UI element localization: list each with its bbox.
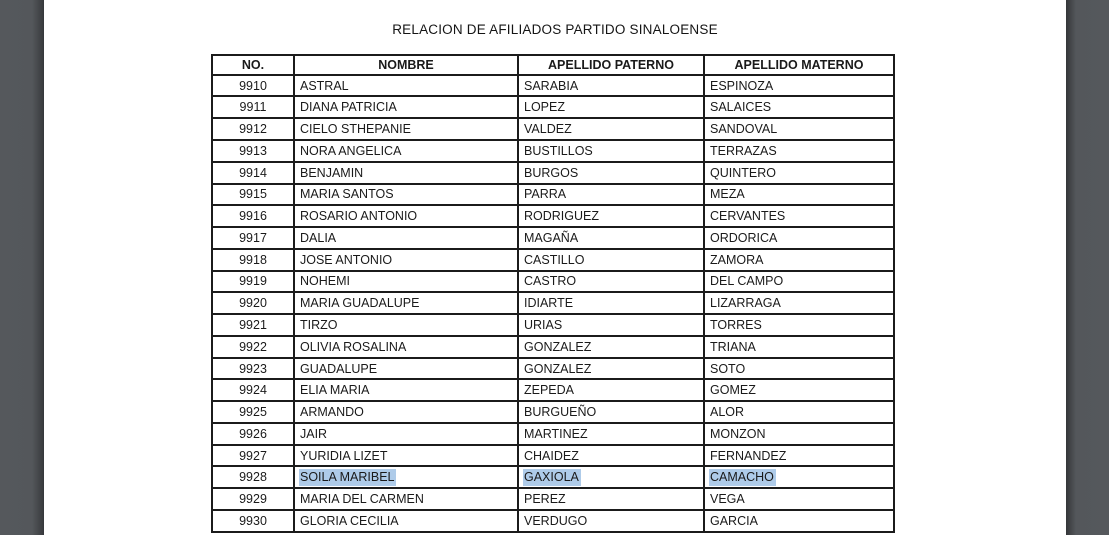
cell-nombre[interactable]: DALIA — [294, 227, 518, 249]
table-row — [212, 140, 894, 162]
cell-no[interactable]: 9919 — [212, 271, 294, 293]
column-header-apellido-paterno: APELLIDO PATERNO — [518, 55, 704, 75]
cell-apellido-materno[interactable]: LIZARRAGA — [704, 292, 894, 314]
cell-apellido-paterno[interactable]: PEREZ — [518, 488, 704, 510]
cell-apellido-materno[interactable]: MEZA — [704, 184, 894, 206]
cell-no[interactable]: 9925 — [212, 401, 294, 423]
cell-nombre[interactable]: MARIA DEL CARMEN — [294, 488, 518, 510]
table-row — [212, 205, 894, 227]
cell-nombre[interactable]: GLORIA CECILIA — [294, 510, 518, 532]
cell-nombre[interactable]: DIANA PATRICIA — [294, 96, 518, 118]
cell-apellido-paterno[interactable]: RODRIGUEZ — [518, 205, 704, 227]
viewer-left-margin — [0, 0, 44, 535]
table-row — [212, 118, 894, 140]
cell-no[interactable]: 9916 — [212, 205, 294, 227]
cell-no[interactable]: 9917 — [212, 227, 294, 249]
cell-nombre[interactable]: MARIA GUADALUPE — [294, 292, 518, 314]
cell-apellido-paterno[interactable]: CHAIDEZ — [518, 445, 704, 467]
cell-nombre[interactable]: MARIA SANTOS — [294, 184, 518, 206]
table-row — [212, 249, 894, 271]
cell-nombre[interactable]: NOHEMI — [294, 271, 518, 293]
cell-nombre[interactable]: CIELO STHEPANIE — [294, 118, 518, 140]
cell-apellido-paterno[interactable]: LOPEZ — [518, 96, 704, 118]
column-header-nombre: NOMBRE — [294, 55, 518, 75]
cell-apellido-materno[interactable]: CERVANTES — [704, 205, 894, 227]
cell-apellido-materno[interactable]: QUINTERO — [704, 162, 894, 184]
cell-no[interactable]: 9922 — [212, 336, 294, 358]
cell-apellido-materno[interactable]: SANDOVAL — [704, 118, 894, 140]
cell-no[interactable]: 9915 — [212, 184, 294, 206]
cell-nombre[interactable] — [294, 466, 518, 488]
table-row — [212, 445, 894, 467]
cell-apellido-materno[interactable]: GARCIA — [704, 510, 894, 532]
table-row — [212, 466, 894, 488]
cell-apellido-paterno[interactable]: BURGUEÑO — [518, 401, 704, 423]
cell-nombre[interactable]: TIRZO — [294, 314, 518, 336]
table-row — [212, 292, 894, 314]
cell-apellido-paterno[interactable]: GONZALEZ — [518, 358, 704, 380]
cell-apellido-materno[interactable]: TRIANA — [704, 336, 894, 358]
cell-nombre[interactable]: BENJAMIN — [294, 162, 518, 184]
cell-apellido-materno[interactable]: SOTO — [704, 358, 894, 380]
cell-nombre[interactable]: YURIDIA LIZET — [294, 445, 518, 467]
table-row — [212, 271, 894, 293]
cell-apellido-paterno[interactable]: VALDEZ — [518, 118, 704, 140]
table-row — [212, 75, 894, 97]
cell-no[interactable]: 9929 — [212, 488, 294, 510]
cell-apellido-materno[interactable]: TERRAZAS — [704, 140, 894, 162]
cell-no[interactable]: 9910 — [212, 75, 294, 97]
cell-no[interactable]: 9913 — [212, 140, 294, 162]
cell-apellido-paterno[interactable]: SARABIA — [518, 75, 704, 97]
cell-apellido-paterno[interactable]: MARTINEZ — [518, 423, 704, 445]
cell-apellido-paterno[interactable]: BUSTILLOS — [518, 140, 704, 162]
table-row — [212, 423, 894, 445]
cell-apellido-materno[interactable]: DEL CAMPO — [704, 271, 894, 293]
cell-apellido-materno[interactable]: GOMEZ — [704, 379, 894, 401]
viewer-right-margin — [1066, 0, 1109, 535]
table-row — [212, 314, 894, 336]
cell-apellido-materno[interactable]: FERNANDEZ — [704, 445, 894, 467]
cell-apellido-materno[interactable]: TORRES — [704, 314, 894, 336]
cell-apellido-paterno[interactable]: CASTRO — [518, 271, 704, 293]
cell-no[interactable]: 9924 — [212, 379, 294, 401]
table-row — [212, 358, 894, 380]
cell-no[interactable]: 9926 — [212, 423, 294, 445]
cell-nombre[interactable]: GUADALUPE — [294, 358, 518, 380]
cell-nombre[interactable]: JAIR — [294, 423, 518, 445]
selected-text[interactable]: GAXIOLA — [524, 470, 579, 485]
cell-apellido-materno[interactable]: VEGA — [704, 488, 894, 510]
table-body — [212, 75, 894, 532]
cell-apellido-paterno[interactable]: VERDUGO — [518, 510, 704, 532]
cell-apellido-paterno[interactable]: MAGAÑA — [518, 227, 704, 249]
cell-nombre[interactable]: ROSARIO ANTONIO — [294, 205, 518, 227]
cell-apellido-materno[interactable] — [704, 466, 894, 488]
table-row — [212, 510, 894, 532]
cell-apellido-paterno[interactable] — [518, 466, 704, 488]
cell-nombre[interactable]: ELIA MARIA — [294, 379, 518, 401]
cell-no[interactable]: 9914 — [212, 162, 294, 184]
column-header-no: NO. — [212, 55, 294, 75]
cell-no[interactable]: 9923 — [212, 358, 294, 380]
table-row — [212, 379, 894, 401]
table-row — [212, 184, 894, 206]
cell-no[interactable]: 9918 — [212, 249, 294, 271]
table-header-row — [212, 55, 894, 75]
cell-no[interactable]: 9928 — [212, 466, 294, 488]
cell-no[interactable]: 9930 — [212, 510, 294, 532]
cell-apellido-materno[interactable]: ORDORICA — [704, 227, 894, 249]
cell-nombre[interactable]: ARMANDO — [294, 401, 518, 423]
table-row — [212, 96, 894, 118]
cell-apellido-paterno[interactable]: CASTILLO — [518, 249, 704, 271]
cell-apellido-paterno[interactable]: GONZALEZ — [518, 336, 704, 358]
cell-no[interactable]: 9921 — [212, 314, 294, 336]
table-row — [212, 162, 894, 184]
cell-nombre[interactable]: NORA ANGELICA — [294, 140, 518, 162]
table-row — [212, 401, 894, 423]
table-row — [212, 227, 894, 249]
selected-text[interactable]: SOILA MARIBEL — [300, 470, 395, 485]
cell-apellido-materno[interactable]: ESPINOZA — [704, 75, 894, 97]
cell-nombre[interactable]: ASTRAL — [294, 75, 518, 97]
cell-apellido-materno[interactable]: SALAICES — [704, 96, 894, 118]
cell-apellido-materno[interactable]: ZAMORA — [704, 249, 894, 271]
cell-nombre[interactable]: JOSE ANTONIO — [294, 249, 518, 271]
cell-no[interactable]: 9927 — [212, 445, 294, 467]
cell-no[interactable]: 9912 — [212, 118, 294, 140]
cell-no[interactable]: 9911 — [212, 96, 294, 118]
cell-no[interactable]: 9920 — [212, 292, 294, 314]
cell-apellido-paterno[interactable]: URIAS — [518, 314, 704, 336]
cell-apellido-paterno[interactable]: PARRA — [518, 184, 704, 206]
table-row — [212, 488, 894, 510]
cell-apellido-paterno[interactable]: ZEPEDA — [518, 379, 704, 401]
cell-apellido-materno[interactable]: MONZON — [704, 423, 894, 445]
cell-apellido-paterno[interactable]: BURGOS — [518, 162, 704, 184]
cell-nombre[interactable]: OLIVIA ROSALINA — [294, 336, 518, 358]
cell-apellido-paterno[interactable]: IDIARTE — [518, 292, 704, 314]
cell-apellido-materno[interactable]: ALOR — [704, 401, 894, 423]
table-row — [212, 336, 894, 358]
page-title: RELACION DE AFILIADOS PARTIDO SINALOENSE — [392, 22, 718, 37]
affiliates-table — [211, 54, 895, 533]
column-header-apellido-materno: APELLIDO MATERNO — [704, 55, 894, 75]
selected-text[interactable]: CAMACHO — [710, 470, 774, 485]
